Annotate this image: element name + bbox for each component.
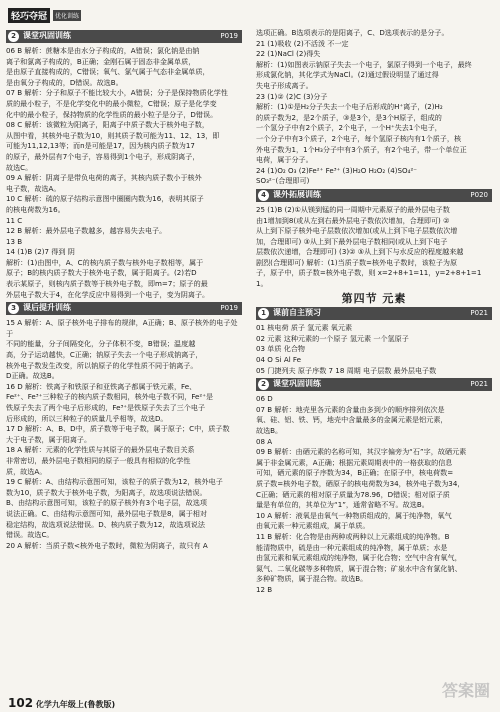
answer-line: 解析：(1)①是H₂分子失去一个电子后形成的H⁺离子，(2)H₂ (256, 102, 443, 112)
answer-line: 19 C 解析：A、由结构示意图可知，该粒子的质子数为12，核外电子 (6, 477, 223, 487)
answer-line: 12 B 解析：最外层电子数越多，越容易失去电子。 (6, 226, 167, 236)
answer-line: 故选B。 (256, 426, 283, 435)
answer-line: 03 单质 化合物 (256, 344, 306, 354)
answer-line: 11 B 解析：化合物是由两种或两种以上元素组成的纯净物。B (256, 531, 450, 541)
page-number: 102 (8, 696, 34, 710)
answer-line: 04 O Si Al Fe (256, 355, 301, 365)
answer-line: 09 A 解析：阴离子是带负电荷的离子，其核内质子数小于核外 (6, 173, 202, 183)
answer-line: 由氧元素一种元素组成，属于单质。 (256, 521, 370, 531)
answer-line: 02 元素 这种元素的一个原子 氢元素 一个氢原子 (256, 333, 409, 343)
answer-line: 可知，硒元素的原子序数为34，B正确；在原子中，核电荷数= (256, 468, 454, 478)
answer-line: 后形成的，所以三种粒子的质量几乎相等，故选D。 (6, 413, 168, 423)
answer-line: 解析：(1)由图中，A、C的核内质子数与核外电子数相等，属于 (6, 257, 204, 267)
answer-line: 06 B 解析：蔗糖本是由水分子构成的，A错误；氯化钠是由钠 (6, 46, 200, 55)
answer-line: 15 A 解析：A、原子核外电子排布的规律，A正确；B、原子核外的电子处于 (6, 318, 238, 338)
answer-line: 是由原子直接构成的，C错误；氧气、氯气属于气态非金属单质， (6, 67, 210, 77)
answer-line: 20 A 解析：当质子数<核外电子数时，微粒为阴离子，故只有 A (6, 540, 208, 550)
answer-line: 高，分子运动越快，C正确；钠原子失去一个电子形成钠离子， (6, 350, 203, 360)
section-title: 课前自主预习 (273, 308, 321, 318)
answer-line: 14 (1)B (2)7 得到 阴 (6, 247, 75, 257)
answer-line: 由氢元素和氧元素组成的纯净物，属于化合物；空气中含有氧气， (256, 553, 462, 563)
right-column (256, 28, 492, 596)
answer-line: 氮气、二氧化碳等多种物质，属于混合物；矿泉水中含有氯化钠、 (256, 563, 462, 573)
answer-line: 从图中看，其核外电子数为10，则其质子数可能为11、12、13，即 (6, 130, 220, 140)
answer-line: 11 C (6, 215, 23, 225)
answer-line: 质，故选A。 (6, 466, 47, 476)
answer-line: 形成氯化钠，其化学式为NaCl。(2)通过假设明显了通过得 (256, 70, 439, 80)
answer-line: 由1增加到8(或从左到右最外层电子数依次增加，合理即可) ② (256, 215, 450, 225)
answer-line: 18 A 解析：元素的化学性质与其原子的最外层电子数目关系 (6, 445, 195, 455)
answer-line: 不同的能量，分子间隔变化，分子体积不变，B错误；温度越 (6, 339, 196, 349)
section-bar-extension (256, 189, 492, 202)
left-column (6, 28, 242, 551)
answer-line: 表示某原子，则核内质子数等于核外电子数，即m=7；原子的最 (6, 279, 208, 289)
answer-line: 化中的最小粒子，保持物质的化学性质的最小粒子是分子，D错误。 (6, 109, 218, 119)
answer-block (256, 394, 492, 595)
answer-line: 量是有单位的，其单位为“1”，通常省略不写。故选B。 (256, 500, 429, 510)
answer-line: 氧、硅、铝、铁、钙，地壳中含量最多的金属元素是铝元素， (256, 415, 448, 425)
answer-line: 子，原子中，质子数=核外电子数，则 x=2+8+1=11，y=2+8+1=11。 (256, 268, 482, 289)
answer-line: 层数依次递增，合理即可) (3)② ⑤从上到下与水反应的程度越来越 (256, 247, 464, 257)
section-bar-in-class (256, 378, 492, 391)
answer-line: 加，合理即可) ③从上到下最外层电子数相同(或从上到下电子 (256, 236, 448, 246)
answer-line: 21 (1)吸收 (2)不活泼 不一定 (256, 38, 349, 48)
answer-line: 大于电子数，属于阳离子。 (6, 434, 92, 444)
answer-line: 说法正确。C、由结构示意图可知，最外层电子数是8，属于相对 (6, 508, 207, 518)
section-bar-in-class (6, 30, 242, 43)
section-bar-after-class (6, 302, 242, 315)
answer-line: 质子数=核外电子数，硒原子的核电荷数为34，核外电子数为34， (256, 478, 465, 488)
page-ref: P021 (470, 309, 488, 318)
answer-line: C正确；硒元素的相对原子质量为78.96，D错误；相对原子质 (256, 489, 450, 499)
answer-line: 从上到下原子核外电子层数依次增加(或从上到下电子层数依次增 (256, 226, 458, 236)
section-number: 3 (8, 303, 19, 314)
answer-line: 10 A 解析：液氧是由氧气一种物质组成的，属于纯净物，氧气 (256, 510, 452, 520)
answer-line: 铁原子失去了两个电子后形成的，Fe³⁺是铁原子失去了三个电子 (6, 403, 206, 412)
answer-line: 的原子，最外层有7个电子，容易得到1个电子，形成阴离子， (6, 151, 200, 161)
book-title: 化学九年级上(鲁教版) (35, 700, 116, 709)
answer-line: 的核电荷数为16。 (6, 204, 65, 214)
answer-line: 01 核电荷 质子 氢元素 氧元素 (256, 323, 353, 333)
answer-line: 10 C 解析：硫的原子结构示意图中圈圈内数为16，表明其原子 (6, 194, 204, 204)
section-title: 课外拓展训练 (273, 190, 321, 200)
answer-line: 07 B 解析：分子和原子不能比较大小，A错误；分子是保持物质化学性 (6, 88, 228, 98)
answer-line: 多种矿物质，属于混合物。故选B。 (256, 574, 368, 584)
answer-line: 06 D (256, 394, 273, 404)
footer (8, 696, 115, 710)
answer-line: 解析：(1)如图表示钠原子失去一个电子，氯原子得到一个电子，最终 (256, 59, 472, 69)
answer-line: 09 B 解析：由硒元素的名称可知，其汉字偏旁为“石”字，故硒元素 (256, 447, 467, 457)
answer-block (256, 28, 492, 187)
answer-line: SO₃²⁻(合理即可) (256, 176, 310, 186)
answer-line: 07 B 解析：地壳里各元素的含量由多到少的顺序排列依次是 (256, 404, 445, 414)
answer-line: 属于非金属元素，A正确；根据元素周期表中的一格获取的信息 (256, 457, 453, 467)
answer-line: 23 (1)② (2)C (3)分子 (256, 91, 328, 101)
section-number: 4 (258, 190, 269, 201)
answer-line: 12 B (256, 584, 273, 594)
section-number: 1 (258, 308, 269, 319)
answer-line: Fe²⁺、Fe³⁺三种粒子的核内质子数相同，核外电子数不同，Fe²⁺是 (6, 392, 214, 402)
section-title: 课后提升训练 (23, 303, 71, 313)
answer-line: 电荷，属于分子。 (256, 155, 313, 165)
page-ref: P019 (220, 32, 238, 41)
answer-line: 24 (1)O₂ O₃ (2)Fe²⁺ Fe³⁺ (3)H₂O H₂O₂ (4)SO₄²⁻ (256, 165, 418, 175)
section-title: 课堂巩固训练 (273, 379, 321, 389)
answer-line: 剧烈(合理即可) 解析：(1)当质子数=核外电子数时，该粒子为原 (256, 257, 458, 267)
answer-line: 外层电子数大于4，在化学反应中易得到一个电子，变为阴离子。 (6, 289, 210, 299)
answer-line: 能清物质中，硫是由一种元素组成的纯净物，属于单质；水是 (256, 542, 448, 552)
page-ref: P019 (220, 304, 238, 313)
answer-line: 选项正确。B选项表示的是阳离子，C、D选项表示的是分子。 (256, 28, 449, 37)
answer-line: 稳定结构，故选项说法错误。D、核内质子数为12，故选项说法 (6, 519, 205, 529)
brand-logo: 轻巧夺冠 (8, 8, 50, 23)
answer-line: 非常密切，最外层电子数相同的原子一般具有相似的化学性 (6, 455, 191, 465)
section-bar-preview (256, 307, 492, 320)
chapter-heading: 第四节 元素 (341, 291, 407, 305)
answer-line: 25 (1)B (2)①从镁到锰的同一周期中元素原子的最外层电子数 (256, 204, 450, 214)
answer-line: 05 门捷列夫 原子序数 7 18 周期 电子层数 最外层电子数 (256, 365, 437, 375)
answer-line: 的质子数为2，是2个质子，③是3个，是3个H原子，组成的 (256, 112, 442, 122)
watermark-stamp: 答案圈 (441, 681, 490, 700)
answer-line: D正确。故选B。 (6, 371, 59, 381)
answer-line: 08 A (256, 436, 273, 446)
answer-line: 16 D 解析：铁离子和铁原子和亚铁离子都属于铁元素，Fe、 (6, 381, 197, 391)
section-title: 课堂巩固训练 (23, 31, 71, 41)
answer-line: 电子数，故选A。 (6, 183, 61, 193)
answer-line: 失电子形成离子。 (256, 80, 313, 90)
answer-line: 错误。故选C。 (6, 530, 54, 540)
brand-subtitle: 优化训练 (53, 10, 81, 21)
answer-block (256, 205, 492, 290)
answer-line: 一个分子中有3个质子，2个电子，每个氢原子核内有1个质子，核 (256, 133, 462, 143)
section-number: 2 (8, 31, 19, 42)
page-ref: P021 (470, 380, 488, 389)
answer-line: 13 B (6, 236, 23, 246)
answer-line: 核外电子数发生改变，所以钠原子的化学性质不同于钠离子。 (6, 360, 198, 370)
page-ref: P020 (470, 191, 488, 200)
answer-line: 可能为11,12,13等；而n是可能是17，因为核内质子数为17 (6, 141, 195, 151)
answer-line: 一个氢分子中有2个质子，2个电子，一个H⁺失去1个电子， (256, 123, 442, 133)
header (8, 4, 81, 26)
answer-line: 17 D 解析：A、B、D中，质子数等于电子数，属于原子；C中，质子数 (6, 424, 230, 434)
answer-line: B、由结构示意图可知，该粒子的原子核外有3个电子层，故选项 (6, 498, 207, 508)
section-number: 2 (258, 379, 269, 390)
answer-line: 原子；B的核内质子数大于核外电子数，属于阳离子。(2)若D (6, 268, 197, 278)
answer-line: 质的最小粒子，不是化学变化中的最小微粒，C错误；原子是化学变 (6, 98, 217, 108)
answer-line: 故选C。 (6, 162, 33, 172)
answer-block (6, 46, 242, 300)
answer-line: 数为10，质子数大于核外电子数，为阳离子，故选项说法错误。 (6, 487, 207, 497)
answer-line: 离子和氯离子构成的，B正确；金刚石属于固态非金属单质， (6, 56, 196, 66)
answer-line: 外电子数为1，1个H₃分子中有3个质子，有2个电子，带一个单位正 (256, 144, 467, 154)
answer-line: 08 C 解析：该微粒为阳离子，阳离子中质子数大于核外电子数， (6, 120, 209, 130)
answer-line: 是由氧分子构成的，D错误。故选B。 (6, 77, 123, 87)
answer-block (256, 323, 492, 376)
answer-line: 22 (1)NaCl (2)得失 (256, 49, 321, 59)
answer-block (6, 318, 242, 551)
